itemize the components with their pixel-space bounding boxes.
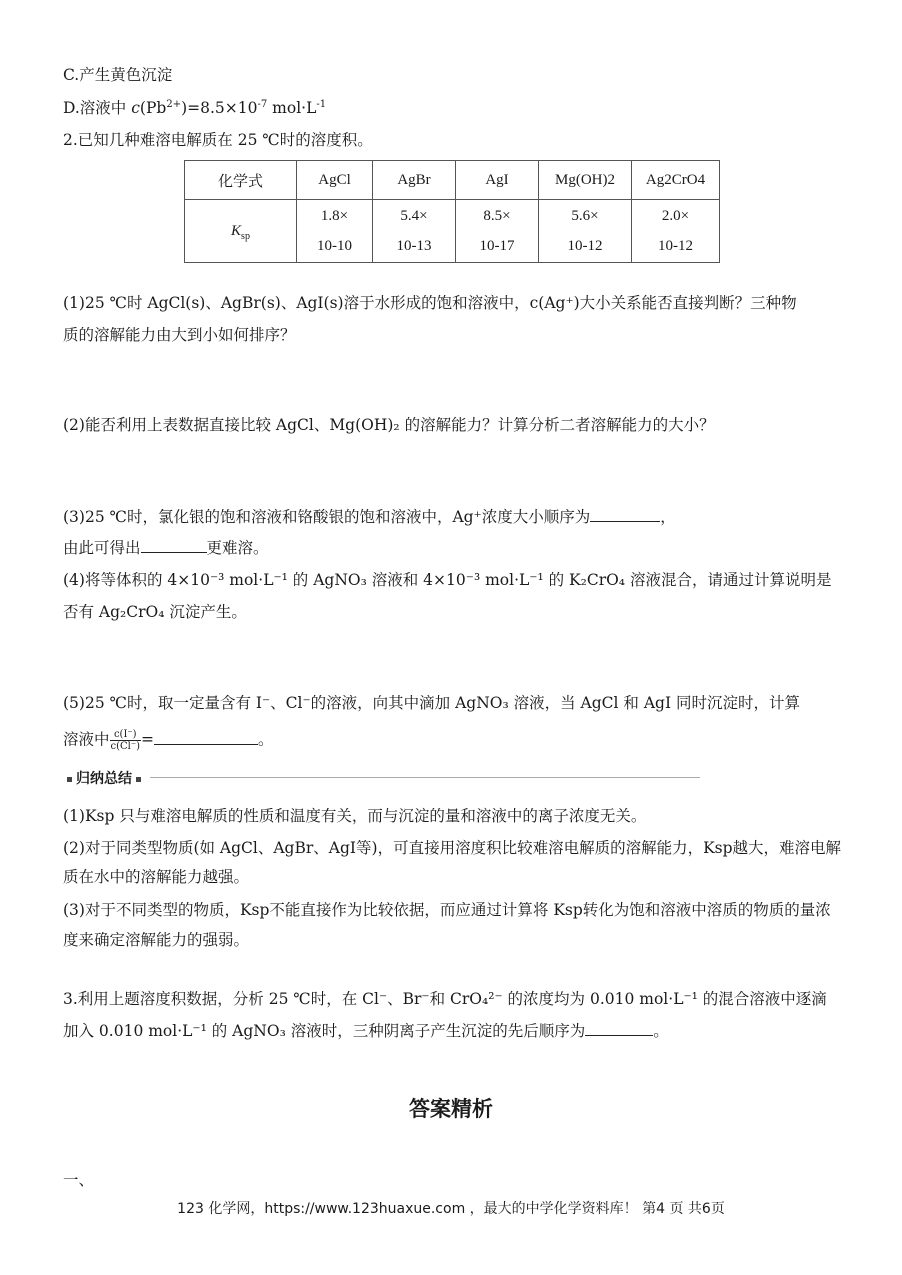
table-col-name: Mg(OH)2 xyxy=(539,161,632,200)
punct: 。 xyxy=(258,730,274,749)
ksp-subscript: sp xyxy=(241,231,250,242)
fraction-denominator: c(Cl⁻) xyxy=(110,741,141,752)
table-col-name: AgI xyxy=(456,161,539,200)
ksp-mantissa: 2.0× xyxy=(661,208,690,224)
table-cell xyxy=(297,200,373,263)
option-d-value: )=8.5×10 xyxy=(181,99,258,117)
concentration-ratio-fraction xyxy=(110,729,142,752)
option-d-ion: (Pb xyxy=(139,99,167,117)
sub-question-1-line-2: 质的溶解能力由大到小如何排序？ xyxy=(63,326,296,344)
punct: ， xyxy=(660,508,676,526)
section-one-label: 一、 xyxy=(63,1171,95,1189)
ksp-mantissa: 1.8× xyxy=(320,208,349,224)
ksp-exponent: 10-13 xyxy=(396,238,432,254)
question-3-line-1: 3.利用上题溶度积数据，分析 25 ℃时，在 Cl⁻、Br⁻和 CrO₄²⁻ 的浓度均为 0.010 mol·L⁻¹ 的混合溶液中逐滴 xyxy=(63,990,827,1008)
question-3-text: 加入 0.010 mol·L⁻¹ 的 AgNO₃ 溶液时，三种阴离子产生沉淀的先后顺序为 xyxy=(63,1022,586,1040)
option-d-unit: mol·L xyxy=(267,99,317,117)
option-d-var: c xyxy=(131,99,140,117)
sub-question-3-text: 更难溶。 xyxy=(206,539,269,557)
table-cell xyxy=(539,200,632,263)
summary-point-2-line-1: (2)对于同类型物质(如 AgCl、AgBr、AgI等)，可直接用溶度积比较难溶电解质的溶解能力，Ksp越大，难溶电解 xyxy=(63,839,842,857)
sub-question-5-line-2 xyxy=(63,729,274,752)
sub-question-2: (2)能否利用上表数据直接比较 AgCl、Mg(OH)₂ 的溶解能力？计算分析二者溶解能力的大小？ xyxy=(63,416,715,434)
sub-question-3-text: (3)25 ℃时，氯化银的饱和溶液和铬酸银的饱和溶液中，Ag⁺浓度大小顺序为 xyxy=(63,508,591,526)
answer-blank[interactable] xyxy=(154,730,258,745)
sub-question-1-line-1: (1)25 ℃时 AgCl(s)、AgBr(s)、AgI(s)溶于水形成的饱和溶液中，c(Ag⁺)大小关系能否直接判断？三种物 xyxy=(63,294,797,312)
sub-question-5-text: 溶液中 xyxy=(63,730,110,749)
ksp-table xyxy=(184,160,720,263)
ksp-mantissa: 5.6× xyxy=(571,208,599,224)
answer-heading: 答案精析 xyxy=(409,1097,493,1121)
table-cell xyxy=(632,200,720,263)
option-d xyxy=(63,98,326,118)
ksp-exponent: 10-10 xyxy=(317,238,352,254)
sub-question-4-line-2: 否有 Ag₂CrO₄ 沉淀产生。 xyxy=(63,603,247,621)
ksp-symbol: K xyxy=(231,223,242,239)
bullet-icon xyxy=(67,777,72,782)
page-footer: 123 化学网，https://www.123huaxue.com ，最大的中学化学资料库！ 第4 页 共6页 xyxy=(177,1201,725,1217)
summary-divider xyxy=(150,777,700,778)
equals-sign: = xyxy=(141,730,155,749)
table-header-label: 化学式 xyxy=(185,161,297,200)
answer-blank[interactable] xyxy=(590,507,660,522)
table-col-name: Ag2CrO4 xyxy=(632,161,720,200)
option-d-unit-exp: -1 xyxy=(316,98,327,110)
ksp-exponent: 10-12 xyxy=(658,238,693,254)
fraction-numerator: c(I⁻) xyxy=(110,729,142,741)
option-d-prefix: D.溶液中 xyxy=(63,99,132,117)
table-col-name: AgBr xyxy=(373,161,456,200)
sub-question-4-line-1: (4)将等体积的 4×10⁻³ mol·L⁻¹ 的 AgNO₃ 溶液和 4×10⁻³ mol·L⁻¹ 的 K₂CrO₄ 溶液混合，请通过计算说明是 xyxy=(63,571,832,589)
table-cell xyxy=(373,200,456,263)
summary-title-text: 归纳总结 xyxy=(76,771,132,787)
table-col-name: AgCl xyxy=(297,161,373,200)
table-row-label xyxy=(185,200,297,263)
option-d-exp: -7 xyxy=(257,98,268,110)
summary-point-1: (1)Ksp 只与难溶电解质的性质和温度有关，而与沉淀的量和溶液中的离子浓度无关。 xyxy=(63,807,647,825)
sub-question-5-line-1: (5)25 ℃时，取一定量含有 I⁻、Cl⁻的溶液，向其中滴加 AgNO₃ 溶液，当 AgCl 和 AgI 同时沉淀时，计算 xyxy=(63,694,801,712)
sub-question-3-text: 由此可得出 xyxy=(63,539,141,557)
punct: 。 xyxy=(653,1022,669,1040)
ksp-exponent: 10-17 xyxy=(479,238,515,254)
question-2-intro: 2.已知几种难溶电解质在 25 ℃时的溶度积。 xyxy=(63,131,373,149)
answer-blank[interactable] xyxy=(141,538,207,553)
summary-point-3-line-1: (3)对于不同类型的物质，Ksp不能直接作为比较依据，而应通过计算将 Ksp转化为饱和溶液中溶质的物质的量浓 xyxy=(63,901,831,919)
option-c: C.产生黄色沉淀 xyxy=(63,66,173,84)
summary-point-3-line-2: 度来确定溶解能力的强弱。 xyxy=(63,931,250,949)
sub-question-3-line-1 xyxy=(63,507,676,527)
table-cell xyxy=(456,200,539,263)
option-d-charge: 2+ xyxy=(166,98,182,110)
question-3-line-2 xyxy=(63,1021,669,1041)
summary-title xyxy=(63,768,145,788)
answer-blank[interactable] xyxy=(585,1021,653,1036)
bullet-icon xyxy=(136,777,141,782)
ksp-mantissa: 8.5× xyxy=(483,208,511,224)
ksp-mantissa: 5.4× xyxy=(400,208,428,224)
summary-point-2-line-2: 质在水中的溶解能力越强。 xyxy=(63,868,250,886)
ksp-exponent: 10-12 xyxy=(567,238,603,254)
sub-question-3-line-2 xyxy=(63,538,269,558)
